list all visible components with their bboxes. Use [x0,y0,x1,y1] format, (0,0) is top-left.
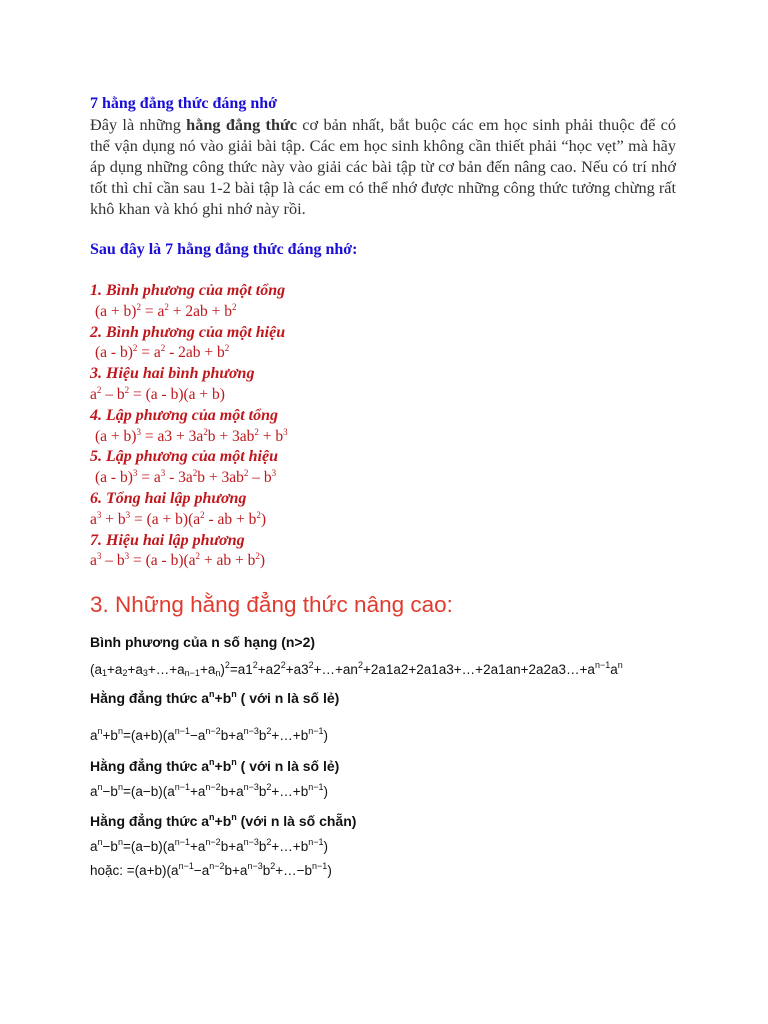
formula-superscript: 2 [195,551,201,562]
formula-subscript: n [215,668,221,679]
formula-superscript: n−3 [243,782,259,793]
formula-superscript: 2 [357,660,363,671]
square-sum-title: Bình phương của n số hạng (n>2) [90,634,316,651]
formula-text: a [90,552,97,570]
formula-superscript: n [97,782,103,793]
formula-text: −b [102,784,118,800]
formula-text: (a + b) [95,427,137,445]
formula-superscript: n−2 [205,782,221,793]
identity-odd-sum-title [90,688,676,708]
formula-text: +…+b [271,784,309,800]
formula-superscript: n [117,837,123,848]
formula-superscript: n−1 [312,861,328,872]
formula-text: b+a [220,784,244,800]
formula-superscript: 2 [200,509,205,520]
formula-superscript: 3 [132,468,138,479]
formula-superscript: 3 [125,509,131,520]
formula-text: +…+b [271,839,309,855]
formula-superscript: 2 [160,343,166,354]
formula-text: =(a−b)(a [122,784,175,800]
formula-text: (a - b) [95,344,133,362]
formula-superscript: 2 [266,782,272,793]
formula-superscript: 2 [224,343,230,354]
formula-text: - 3a [165,469,193,487]
formula-text: +…+an [313,662,358,678]
formula-superscript: n [117,726,123,737]
formula-superscript: 3 [136,426,141,437]
formula-text: = a [137,469,161,487]
formula-text: +b [214,758,232,775]
formula-superscript: n−1 [174,782,191,793]
formula-superscript: 2 [256,509,261,520]
formula-superscript: n−3 [243,837,259,848]
identity-even-title [90,811,676,831]
identity-even-alt-formula [90,861,676,881]
formula-superscript: 2 [266,726,272,737]
formula-superscript: 3 [283,426,288,437]
formula-text: (a - b) [95,469,133,487]
formula-superscript: n−1 [594,660,611,671]
formula-text: =(a−b)(a [122,839,175,855]
formula-superscript: 2 [308,660,314,671]
formula-superscript: n−1 [178,861,194,872]
formula-text: +…+b [271,728,309,744]
formula-superscript: n−2 [205,837,221,848]
identity-odd-diff-title [90,756,676,776]
formula-text: b+a [220,728,244,744]
intro-text-rest: cơ bản nhất, bắt buộc các em học sinh phải thuộc để có thể vận dụng nó vào giải bài tập. Các em học sinh không cần thiết phải “học vẹt” mà hãy áp dụng những công thức này vào giải các bài tập từ cơ bản đến nâng cao. Nếu có trí nhớ tốt thì chỉ cần sau 1-2 bài tập là các em có thể nhớ được những công thức tưởng chừng rất khô khan và khó ghi nhớ này rồi. [90,115,676,218]
formula-text: +b [102,728,118,744]
formula-text: a [90,728,98,744]
formula-superscript: n−1 [174,726,191,737]
formula-superscript: n−1 [174,837,191,848]
identity-title-6: 6. Tổng hai lập phương [90,489,247,507]
intro-text-bold: hằng đẳng thức [186,115,298,134]
formula-text: + ab + b [200,552,256,570]
formula-superscript: 2 [231,301,237,312]
formula-text: b [258,839,267,855]
formula-superscript: 2 [224,660,230,671]
formula-superscript: n−3 [243,726,259,737]
formula-text: =(a+b)(a [122,728,175,744]
identity-title-4: 4. Lập phương của một tổng [90,406,278,424]
identity-formula-3 [90,385,676,406]
identity-list [90,281,676,572]
identity-title-7: 7. Hiệu hai lập phương [90,531,245,549]
identity-title-5: 5. Lập phương của một hiệu [90,448,278,466]
formula-text: −a [193,863,210,879]
formula-text: = (a - b)(a [129,552,196,570]
formula-superscript: n [209,689,215,700]
formula-text: +b [214,813,232,830]
formula-text: a [90,385,97,403]
formula-superscript: n [97,726,103,737]
formula-text: +a [107,662,123,678]
formula-text: +…+a [147,662,185,678]
identity-formula-1 [90,302,676,323]
formula-text: = a3 + 3a [140,427,204,445]
formula-superscript: 2 [132,343,138,354]
formula-text: = (a - b)(a + b) [129,385,225,403]
formula-superscript: 2 [254,426,259,437]
formula-superscript: 3 [124,551,130,562]
formula-text: a [90,839,98,855]
formula-text: b [262,863,271,879]
identity-title-3: 3. Hiệu hai bình phương [90,365,255,383]
square-sum-formula [90,660,676,680]
formula-text: hoặc: =(a+b)(a [90,863,179,879]
formula-superscript: n [209,812,215,823]
formula-superscript: 2 [280,660,286,671]
formula-text: ) [220,662,225,678]
formula-text: +a [127,662,143,678]
formula-text: – b [101,552,125,570]
formula-subscript: 3 [142,668,148,679]
formula-text: −a [190,728,206,744]
formula-text: + 2ab + b [168,302,232,320]
formula-text: ) [259,552,266,570]
formula-text: – b [101,385,125,403]
intro-title: 7 hằng đẳng thức đáng nhớ [90,95,277,112]
formula-superscript: n [97,837,103,848]
formula-text: +a [190,839,206,855]
formula-text: (a [90,662,103,678]
formula-text: −b [102,839,118,855]
formula-text: +a2 [257,662,281,678]
identity-formula-7 [90,551,676,572]
advanced-heading: 3. Những hằng đẳng thức nâng cao: [90,592,453,618]
identity-odd-sum-formula [90,726,676,746]
formula-text: b [258,728,267,744]
formula-text: a [90,510,97,528]
formula-text: – b [248,469,272,487]
identity-formula-5 [90,468,676,489]
formula-text: Hằng đẳng thức a [90,758,210,775]
formula-text: ) [260,510,267,528]
identity-title-1: 1. Bình phương của một tổng [90,282,286,299]
formula-text: +a [199,662,216,678]
formula-text: b + 3ab [207,427,255,445]
formula-superscript: 2 [136,301,141,312]
identity-formula-2 [90,343,676,364]
formula-text: b+a [224,863,248,879]
formula-text: +…−b [275,863,313,879]
formula-text: ) [327,863,332,879]
formula-subscript: n−1 [184,668,200,679]
formula-subscript: 1 [102,668,108,679]
formula-superscript: n−1 [308,726,324,737]
formula-superscript: n [231,757,237,768]
intro-text-start: Đây là những [90,115,187,134]
formula-text: - ab + b [204,510,257,528]
formula-superscript: n−1 [308,837,324,848]
formula-superscript: 2 [270,861,276,872]
formula-superscript: 2 [203,426,208,437]
formula-superscript: n [617,660,623,671]
identity-formula-6 [90,510,676,531]
formula-superscript: n−3 [247,861,263,872]
formula-text: = a [140,302,165,320]
formula-superscript: 3 [271,468,277,479]
formula-superscript: 2 [164,301,169,312]
formula-text: + b [101,510,126,528]
formula-subscript: 2 [122,668,128,679]
formula-text: = a [137,344,161,362]
identity-even-formula [90,837,676,857]
formula-text: = (a + b)(a [130,510,201,528]
formula-superscript: 2 [255,551,260,562]
formula-text: ) [323,784,328,800]
identity-formula-4 [90,427,676,448]
formula-superscript: 2 [243,468,249,479]
formula-superscript: 2 [252,660,258,671]
formula-text: (a + b) [95,302,137,320]
intro-paragraph [90,114,676,219]
list-subtitle: Sau đây là 7 hằng đẳng thức đáng nhớ: [90,241,358,258]
formula-text: +2a1a2+2a1a3+…+2a1an+2a2a3…+a [362,662,595,678]
formula-text: +a [190,784,206,800]
formula-superscript: n [117,782,123,793]
formula-text: b+a [220,839,244,855]
formula-text: ) [323,839,328,855]
formula-text: a [90,784,98,800]
document-page [90,93,676,881]
formula-superscript: 3 [96,509,102,520]
formula-superscript: n [231,812,237,823]
formula-superscript: 2 [266,837,272,848]
formula-text: a [610,662,618,678]
formula-text: Hằng đẳng thức a [90,813,210,830]
formula-text: + b [258,427,284,445]
formula-text: +a3 [285,662,309,678]
formula-superscript: n−1 [308,782,324,793]
formula-text: - 2ab + b [165,344,225,362]
formula-text: (với n là số chẵn) [236,813,357,830]
formula-text: ( với n là số lẻ) [236,758,340,775]
formula-superscript: n [209,757,215,768]
formula-text: Hằng đẳng thức a [90,690,210,707]
formula-superscript: 2 [192,468,198,479]
formula-superscript: 2 [96,384,102,395]
formula-text: b + 3ab [197,469,244,487]
formula-superscript: 3 [160,468,166,479]
formula-superscript: n−2 [209,861,225,872]
formula-text: ( với n là số lẻ) [236,690,340,707]
formula-superscript: n−2 [205,726,221,737]
formula-text: +b [214,690,232,707]
identity-title-2: 2. Bình phương của một hiệu [90,323,286,341]
identity-odd-diff-formula [90,782,676,802]
formula-text: ) [323,728,328,744]
formula-superscript: n [231,689,237,700]
formula-superscript: 3 [96,551,102,562]
formula-superscript: 2 [124,384,130,395]
formula-text: b [258,784,267,800]
formula-text: =a1 [229,662,253,678]
